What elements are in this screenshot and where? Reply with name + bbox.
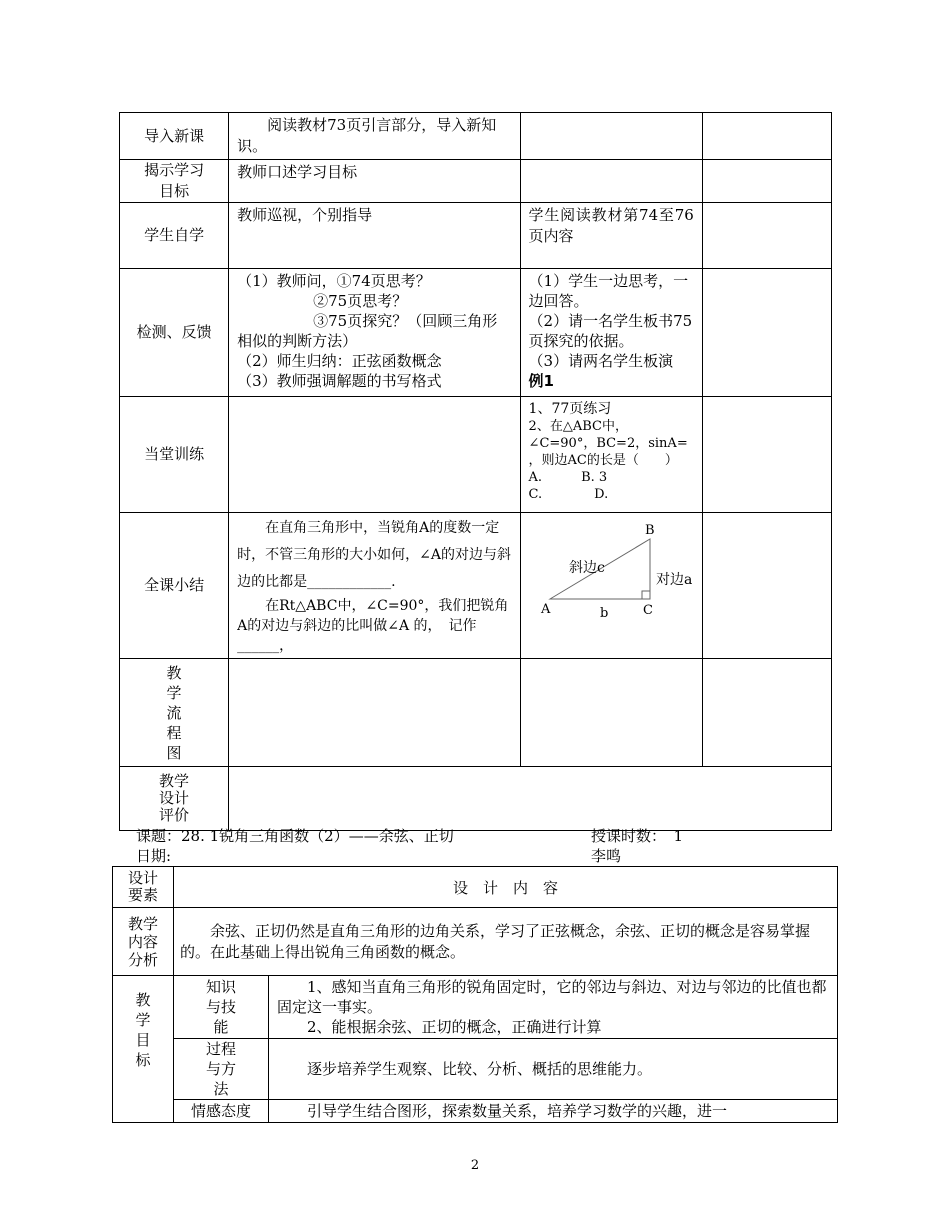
teacher-activity [229, 113, 520, 160]
goal-content [269, 1100, 838, 1123]
goal-content [269, 976, 838, 1039]
analysis-row [113, 908, 838, 976]
vertex-c-label: C [642, 603, 653, 618]
student-activity [520, 203, 702, 269]
student-lines [521, 269, 702, 393]
vertex-b-label: B [644, 523, 655, 538]
row-practice [120, 397, 832, 513]
row-label: 导入新课 [120, 113, 229, 160]
analysis-text: 余弦、正切仍然是直角三角形的边角关系，学习了正弦概念，余弦、正切的概念是容易掌握的。在此基础上得出锐角三角函数的概念。 [180, 921, 811, 961]
practice-line: ∠C=90°，BC=2，sinA= [528, 436, 688, 451]
student-line: （1）学生一边思考，一边回答。 [528, 272, 689, 310]
teacher-activity [229, 269, 520, 397]
note-cell [702, 160, 831, 203]
teacher-activity [229, 203, 520, 269]
student-activity [520, 659, 702, 767]
student-activity [520, 269, 702, 397]
right-triangle-diagram [521, 513, 702, 651]
row-self-study [120, 203, 832, 269]
row-label: 学生自学 [120, 203, 229, 269]
practice-line: 1、77页练习 [528, 401, 612, 417]
row-label-text: 教学设计评价 [159, 772, 190, 824]
row-summary [120, 513, 832, 659]
goal-sub-label [174, 1039, 269, 1100]
note-cell [702, 397, 831, 513]
row-label: 检测、反馈 [120, 269, 229, 397]
design-header-row [113, 867, 838, 908]
row-label-text: 揭示学习目标 [144, 161, 205, 200]
student-line: 例1 [528, 372, 554, 390]
header-label-text: 设计要素 [127, 869, 158, 904]
lesson-date: 日期: [136, 847, 172, 865]
header-label [113, 867, 174, 908]
teacher-text: 教师口述学习目标 [237, 163, 358, 181]
right-angle-mark [642, 591, 650, 599]
goal-sub-label: 情感态度 [174, 1100, 269, 1123]
teacher-activity [229, 659, 520, 767]
row-intro [120, 113, 832, 160]
row-label: 当堂训练 [120, 397, 229, 513]
analysis-content [174, 908, 838, 976]
note-cell [702, 113, 831, 160]
goal-row-process [113, 1039, 838, 1100]
lesson-topic: 课题：28. 1锐角三角函数（2）——余弦、正切 [136, 827, 454, 845]
teacher-text: 阅读教材73页引言部分，导入新知识。 [237, 116, 497, 155]
summary-text [229, 513, 519, 658]
row-evaluation [120, 767, 832, 831]
goal-sub-label-text: 知识与技能 [205, 978, 236, 1036]
goal-sub-label-text: 过程与方法 [205, 1040, 236, 1098]
adjacent-side-label: b [599, 606, 608, 621]
student-activity [520, 113, 702, 160]
note-cell [702, 513, 831, 659]
row-label [120, 659, 229, 767]
student-text: 学生阅读教材第74至76页内容 [528, 206, 694, 245]
goals-label-text: 教学目标 [135, 991, 151, 1069]
goal-row-attitude [113, 1100, 838, 1123]
goal-line: 引导学生结合图形，探索数量关系，培养学习数学的兴趣，进一 [307, 1101, 728, 1120]
student-line: （3）请两名学生板演 [528, 352, 674, 370]
goal-lines [269, 977, 837, 1037]
student-activity [520, 160, 702, 203]
goals-label [113, 976, 174, 1123]
row-label [120, 160, 229, 203]
teacher-activity [229, 397, 520, 513]
teacher-text: 教师巡视，个别指导 [237, 206, 373, 224]
practice-line: 2、在△ABC中， [528, 419, 628, 434]
goal-line: 2、能根据余弦、正切的概念，正确进行计算 [307, 1018, 602, 1036]
row-label-text: 教学流程图 [166, 663, 182, 762]
practice-line: A. B. 3 [528, 470, 608, 485]
analysis-label [113, 908, 174, 976]
hypotenuse-label: 斜边c [568, 560, 605, 576]
lesson-flow-table [119, 112, 832, 831]
evaluation-content [229, 767, 832, 831]
row-label: 全课小结 [120, 513, 229, 659]
lesson-info [136, 826, 683, 866]
summary-line: 在直角三角形中，当锐角A的度数一定时，不管三角形的大小如何，∠A的对边与斜边的比都是____________. [237, 520, 511, 590]
summary-line: 在Rt△ABC中，∠C=90°，我们把锐角A的对边与斜边的比叫做∠A 的， 记作______， [237, 598, 509, 654]
row-goals [120, 160, 832, 203]
lesson-hours: 授课时数： 1 [591, 827, 684, 845]
triangle-diagram-cell [520, 513, 702, 659]
teacher-line: ③75页探究？（回顾三角形相似的判断方法） [237, 312, 498, 350]
practice-lines [521, 397, 702, 505]
row-label [120, 767, 229, 831]
teacher-line: ②75页思考？ [313, 292, 408, 310]
teacher-name: 李鸣 [591, 847, 622, 865]
teacher-activity [229, 160, 520, 203]
practice-line: C. D. [528, 487, 609, 502]
header-content: 设 计 内 容 [174, 867, 838, 908]
teacher-line: （3）教师强调解题的书写格式 [237, 372, 442, 390]
design-table [112, 866, 838, 1123]
row-flowchart [120, 659, 832, 767]
note-cell [702, 203, 831, 269]
note-cell [702, 269, 831, 397]
teacher-line: （2）师生归纳：正弦函数概念 [237, 352, 442, 370]
goal-content [269, 1039, 838, 1100]
teacher-lines [229, 269, 519, 393]
student-activity [520, 397, 702, 513]
analysis-label-text: 教学内容分析 [127, 914, 158, 969]
goal-line: 逐步培养学生观察、比较、分析、概括的思维能力。 [307, 1059, 653, 1078]
practice-line: ，则边AC的长是（ ） [528, 453, 678, 468]
row-check [120, 269, 832, 397]
note-cell [702, 659, 831, 767]
goal-row-knowledge [113, 976, 838, 1039]
vertex-a-label: A [540, 602, 550, 617]
student-line: （2）请一名学生板书75页探究的依据。 [528, 312, 693, 350]
opposite-side-label: 对边a [655, 572, 692, 588]
goal-sub-label [174, 976, 269, 1039]
page-number: 2 [470, 1158, 480, 1173]
teacher-line: （1）教师问，①74页思考？ [237, 272, 431, 290]
teacher-activity [229, 513, 520, 659]
goal-line: 1、感知当直角三角形的锐角固定时，它的邻边与斜边、对边与邻边的比值也都固定这一事实。 [277, 978, 827, 1016]
